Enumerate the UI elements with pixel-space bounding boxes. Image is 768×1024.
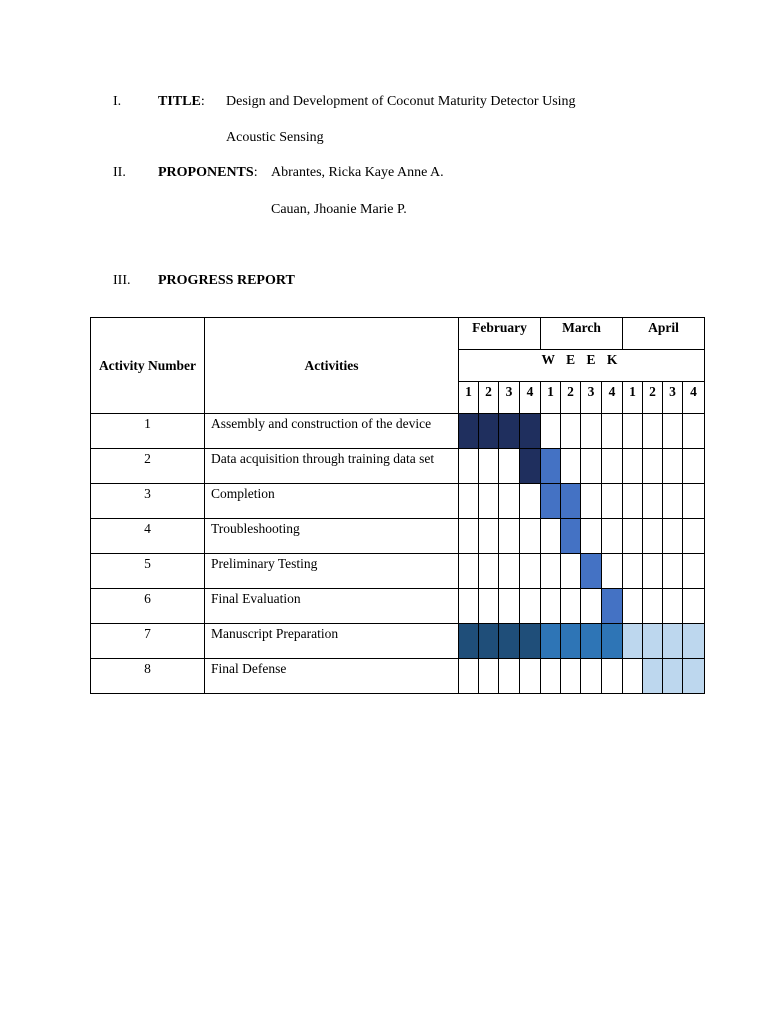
gantt-bar-cell <box>602 624 623 659</box>
week-cell <box>623 554 643 589</box>
activity-number-cell: 5 <box>91 554 205 589</box>
week-cell <box>623 659 643 694</box>
activity-name-cell: Assembly and construction of the device <box>205 414 459 449</box>
week-cell <box>561 659 581 694</box>
gantt-bar-cell <box>499 624 520 659</box>
gantt-bar-cell <box>541 449 561 484</box>
week-number-header: 1 <box>541 382 561 414</box>
week-cell <box>479 484 499 519</box>
week-cell <box>541 519 561 554</box>
section-numeral-1: I. <box>113 94 122 109</box>
week-cell <box>683 589 705 624</box>
week-cell <box>479 589 499 624</box>
table-row <box>91 484 705 519</box>
week-cell <box>459 659 479 694</box>
month-header-april: April <box>623 318 705 350</box>
week-number-header: 2 <box>479 382 499 414</box>
gantt-bar-cell <box>643 659 663 694</box>
week-cell <box>602 659 623 694</box>
week-cell <box>479 659 499 694</box>
section-numeral-2: II. <box>113 165 126 180</box>
week-cell <box>459 519 479 554</box>
week-cell <box>643 449 663 484</box>
week-cell <box>561 554 581 589</box>
week-cell <box>663 589 683 624</box>
activity-number-cell: 1 <box>91 414 205 449</box>
gantt-bar-cell <box>561 519 581 554</box>
week-cell <box>623 484 643 519</box>
week-cell <box>602 449 623 484</box>
gantt-table <box>90 317 705 694</box>
gantt-bar-cell <box>520 449 541 484</box>
table-row <box>91 659 705 694</box>
week-number-header: 2 <box>561 382 581 414</box>
week-cell <box>499 659 520 694</box>
gantt-bar-cell <box>520 624 541 659</box>
week-cell <box>459 449 479 484</box>
week-cell <box>499 519 520 554</box>
week-number-header: 3 <box>581 382 602 414</box>
week-cell <box>602 414 623 449</box>
week-cell <box>643 554 663 589</box>
activity-number-cell: 8 <box>91 659 205 694</box>
table-row <box>91 624 705 659</box>
gantt-bar-cell <box>499 414 520 449</box>
week-cell <box>643 589 663 624</box>
week-cell <box>479 519 499 554</box>
week-cell <box>643 519 663 554</box>
week-cell <box>623 449 643 484</box>
week-cell <box>643 414 663 449</box>
activity-name-cell: Troubleshooting <box>205 519 459 554</box>
col-header-activities: Activities <box>205 318 459 414</box>
week-cell <box>683 484 705 519</box>
table-row <box>91 414 705 449</box>
activity-name-cell: Final Defense <box>205 659 459 694</box>
week-cell <box>683 414 705 449</box>
week-cell <box>623 589 643 624</box>
section-numeral-3: III. <box>113 273 131 288</box>
proponent-name-2: Cauan, Jhoanie Marie P. <box>271 202 407 217</box>
week-cell <box>520 484 541 519</box>
week-cell <box>499 484 520 519</box>
col-header-activity-number: Activity Number <box>91 318 205 414</box>
progress-report-label: PROGRESS REPORT <box>158 273 295 288</box>
week-cell <box>479 554 499 589</box>
gantt-bar-cell <box>663 659 683 694</box>
week-cell <box>581 484 602 519</box>
week-number-header: 4 <box>602 382 623 414</box>
week-cell <box>623 519 643 554</box>
activity-number-cell: 4 <box>91 519 205 554</box>
week-cell <box>581 449 602 484</box>
gantt-bar-cell <box>520 414 541 449</box>
week-number-header: 3 <box>499 382 520 414</box>
gantt-bar-cell <box>561 624 581 659</box>
week-cell <box>643 484 663 519</box>
week-cell <box>520 519 541 554</box>
activity-name-cell: Manuscript Preparation <box>205 624 459 659</box>
week-cell <box>541 589 561 624</box>
gantt-bar-cell <box>581 624 602 659</box>
proponent-name-1: Abrantes, Ricka Kaye Anne A. <box>271 165 444 180</box>
gantt-bar-cell <box>643 624 663 659</box>
gantt-bar-cell <box>459 414 479 449</box>
week-cell <box>683 554 705 589</box>
week-cell <box>581 519 602 554</box>
week-cell <box>663 554 683 589</box>
week-cell <box>499 449 520 484</box>
week-cell <box>561 589 581 624</box>
week-cell <box>663 449 683 484</box>
week-cell <box>581 414 602 449</box>
week-number-header: 3 <box>663 382 683 414</box>
week-number-header: 4 <box>520 382 541 414</box>
gantt-bar-cell <box>683 659 705 694</box>
gantt-bar-cell <box>663 624 683 659</box>
week-cell <box>602 484 623 519</box>
gantt-bar-cell <box>541 624 561 659</box>
gantt-bar-cell <box>479 414 499 449</box>
activity-name-cell: Completion <box>205 484 459 519</box>
week-cell <box>459 554 479 589</box>
week-cell <box>541 554 561 589</box>
gantt-bar-cell <box>683 624 705 659</box>
week-cell <box>663 414 683 449</box>
week-cell <box>623 414 643 449</box>
week-header: W E E K <box>459 350 705 382</box>
gantt-bar-cell <box>602 589 623 624</box>
title-colon: : <box>200 94 205 109</box>
proponents-colon: : <box>253 165 258 180</box>
week-cell <box>581 589 602 624</box>
week-number-header: 1 <box>459 382 479 414</box>
gantt-bar-cell <box>459 624 479 659</box>
gantt-bar-cell <box>541 484 561 519</box>
gantt-bar-cell <box>479 624 499 659</box>
gantt-bar-cell <box>623 624 643 659</box>
title-label: TITLE <box>158 94 201 109</box>
week-cell <box>541 659 561 694</box>
month-header-march: March <box>541 318 623 350</box>
week-cell <box>602 519 623 554</box>
week-cell <box>581 659 602 694</box>
activity-number-cell: 3 <box>91 484 205 519</box>
activity-name-cell: Final Evaluation <box>205 589 459 624</box>
activity-name-cell: Data acquisition through training data set <box>205 449 459 484</box>
week-cell <box>499 554 520 589</box>
week-cell <box>663 519 683 554</box>
gantt-bar-cell <box>581 554 602 589</box>
week-cell <box>459 484 479 519</box>
week-cell <box>683 519 705 554</box>
table-row <box>91 449 705 484</box>
week-number-header: 2 <box>643 382 663 414</box>
table-row <box>91 554 705 589</box>
title-line-2: Acoustic Sensing <box>226 130 324 145</box>
table-row <box>91 589 705 624</box>
proponents-label: PROPONENTS <box>158 165 254 180</box>
proponents-heading <box>158 165 258 181</box>
activity-number-cell: 6 <box>91 589 205 624</box>
activity-number-cell: 7 <box>91 624 205 659</box>
title-heading <box>158 94 205 110</box>
title-line-1: Design and Development of Coconut Maturity Detector Using <box>226 94 576 109</box>
progress-report-heading <box>158 273 295 289</box>
week-cell <box>520 659 541 694</box>
week-cell <box>561 414 581 449</box>
table-row <box>91 519 705 554</box>
month-header-february: February <box>459 318 541 350</box>
activity-name-cell: Preliminary Testing <box>205 554 459 589</box>
week-number-header: 1 <box>623 382 643 414</box>
week-cell <box>479 449 499 484</box>
week-cell <box>541 414 561 449</box>
week-cell <box>499 589 520 624</box>
week-cell <box>561 449 581 484</box>
week-cell <box>683 449 705 484</box>
week-cell <box>663 484 683 519</box>
week-cell <box>520 554 541 589</box>
week-cell <box>520 589 541 624</box>
gantt-bar-cell <box>561 484 581 519</box>
week-cell <box>602 554 623 589</box>
week-cell <box>459 589 479 624</box>
week-number-header: 4 <box>683 382 705 414</box>
activity-number-cell: 2 <box>91 449 205 484</box>
